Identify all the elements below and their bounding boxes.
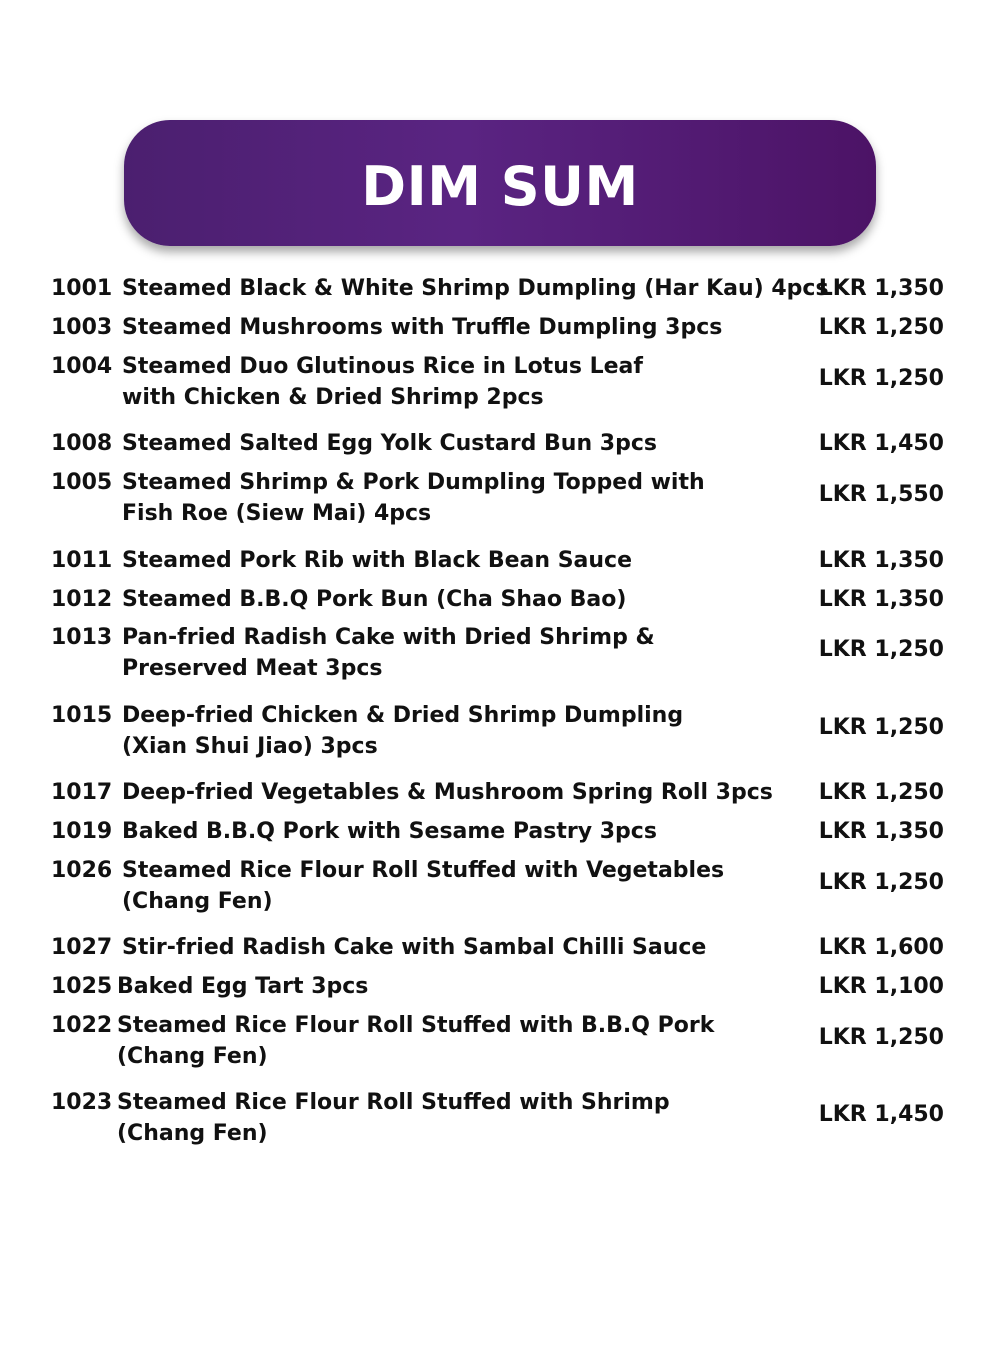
item-code: 1017 bbox=[51, 780, 113, 805]
item-name-line: Steamed Rice Flour Roll Stuffed with Vegetables bbox=[122, 858, 725, 883]
item-name bbox=[122, 545, 632, 576]
item-name-line: Steamed Pork Rib with Black Bean Sauce bbox=[122, 548, 633, 573]
item-name bbox=[122, 351, 643, 413]
item-name bbox=[122, 855, 724, 917]
item-name-line: Deep-fried Chicken & Dried Shrimp Dumpling bbox=[122, 703, 684, 728]
item-name-line: with Chicken & Dried Shrimp 2pcs bbox=[122, 385, 544, 410]
item-code: 1005 bbox=[51, 470, 113, 495]
item-price: LKR 1,100 bbox=[818, 974, 944, 999]
item-code: 1008 bbox=[51, 431, 113, 456]
item-price: LKR 1,350 bbox=[818, 819, 944, 844]
item-price: LKR 1,350 bbox=[818, 548, 944, 573]
item-name bbox=[117, 1087, 670, 1149]
item-code: 1004 bbox=[51, 354, 113, 379]
item-code: 1012 bbox=[51, 587, 113, 612]
item-name-line: Steamed Rice Flour Roll Stuffed with B.B.Q Pork bbox=[117, 1013, 715, 1038]
section-title: DIM SUM bbox=[361, 154, 639, 218]
item-name-line: Deep-fried Vegetables & Mushroom Spring Roll 3pcs bbox=[122, 780, 773, 805]
item-name bbox=[117, 971, 368, 1002]
item-price: LKR 1,350 bbox=[818, 276, 944, 301]
item-name bbox=[117, 1010, 714, 1072]
item-name-line: Steamed Duo Glutinous Rice in Lotus Leaf bbox=[122, 354, 643, 379]
item-code: 1027 bbox=[51, 935, 113, 960]
item-name bbox=[122, 816, 657, 847]
item-name bbox=[122, 700, 683, 762]
item-name-line: Baked B.B.Q Pork with Sesame Pastry 3pcs bbox=[122, 819, 657, 844]
item-name-line: (Chang Fen) bbox=[122, 889, 273, 914]
item-code: 1003 bbox=[51, 315, 113, 340]
item-price: LKR 1,250 bbox=[818, 715, 944, 740]
item-code: 1022 bbox=[51, 1013, 113, 1038]
item-code: 1023 bbox=[51, 1090, 113, 1115]
item-price: LKR 1,250 bbox=[818, 870, 944, 895]
item-code: 1026 bbox=[51, 858, 113, 883]
item-name-line: Steamed Rice Flour Roll Stuffed with Shrimp bbox=[117, 1090, 670, 1115]
item-name-line: (Chang Fen) bbox=[117, 1121, 268, 1146]
item-price: LKR 1,250 bbox=[818, 637, 944, 662]
item-name-line: (Xian Shui Jiao) 3pcs bbox=[122, 734, 378, 759]
item-name-line: Steamed Salted Egg Yolk Custard Bun 3pcs bbox=[122, 431, 657, 456]
item-price: LKR 1,350 bbox=[818, 587, 944, 612]
item-code: 1013 bbox=[51, 625, 113, 650]
item-name-line: Baked Egg Tart 3pcs bbox=[117, 974, 369, 999]
item-name-line: Steamed Mushrooms with Truffle Dumpling 3pcs bbox=[122, 315, 723, 340]
item-code: 1001 bbox=[51, 276, 113, 301]
item-price: LKR 1,250 bbox=[818, 315, 944, 340]
item-name bbox=[122, 622, 655, 684]
item-name bbox=[122, 273, 829, 304]
item-code: 1019 bbox=[51, 819, 113, 844]
item-name bbox=[122, 467, 705, 529]
item-code: 1015 bbox=[51, 703, 113, 728]
item-price: LKR 1,250 bbox=[818, 780, 944, 805]
item-price: LKR 1,250 bbox=[818, 366, 944, 391]
item-name bbox=[122, 428, 657, 459]
item-name-line: Preserved Meat 3pcs bbox=[122, 656, 383, 681]
item-name-line: Steamed B.B.Q Pork Bun (Cha Shao Bao) bbox=[122, 587, 627, 612]
item-name-line: Stir-fried Radish Cake with Sambal Chilli Sauce bbox=[122, 935, 707, 960]
item-name-line: Steamed Black & White Shrimp Dumpling (Har Kau) 4pcs bbox=[122, 276, 829, 301]
item-price: LKR 1,450 bbox=[818, 431, 944, 456]
item-name bbox=[122, 312, 722, 343]
item-name bbox=[122, 584, 626, 615]
item-name-line: Fish Roe (Siew Mai) 4pcs bbox=[122, 501, 432, 526]
item-price: LKR 1,550 bbox=[818, 482, 944, 507]
item-name-line: Steamed Shrimp & Pork Dumpling Topped with bbox=[122, 470, 705, 495]
item-price: LKR 1,600 bbox=[818, 935, 944, 960]
item-name bbox=[122, 932, 706, 963]
item-price: LKR 1,250 bbox=[818, 1025, 944, 1050]
item-code: 1025 bbox=[51, 974, 113, 999]
item-price: LKR 1,450 bbox=[818, 1102, 944, 1127]
item-code: 1011 bbox=[51, 548, 113, 573]
item-name bbox=[122, 777, 773, 808]
item-name-line: Pan-fried Radish Cake with Dried Shrimp & bbox=[122, 625, 655, 650]
item-name-line: (Chang Fen) bbox=[117, 1044, 268, 1069]
